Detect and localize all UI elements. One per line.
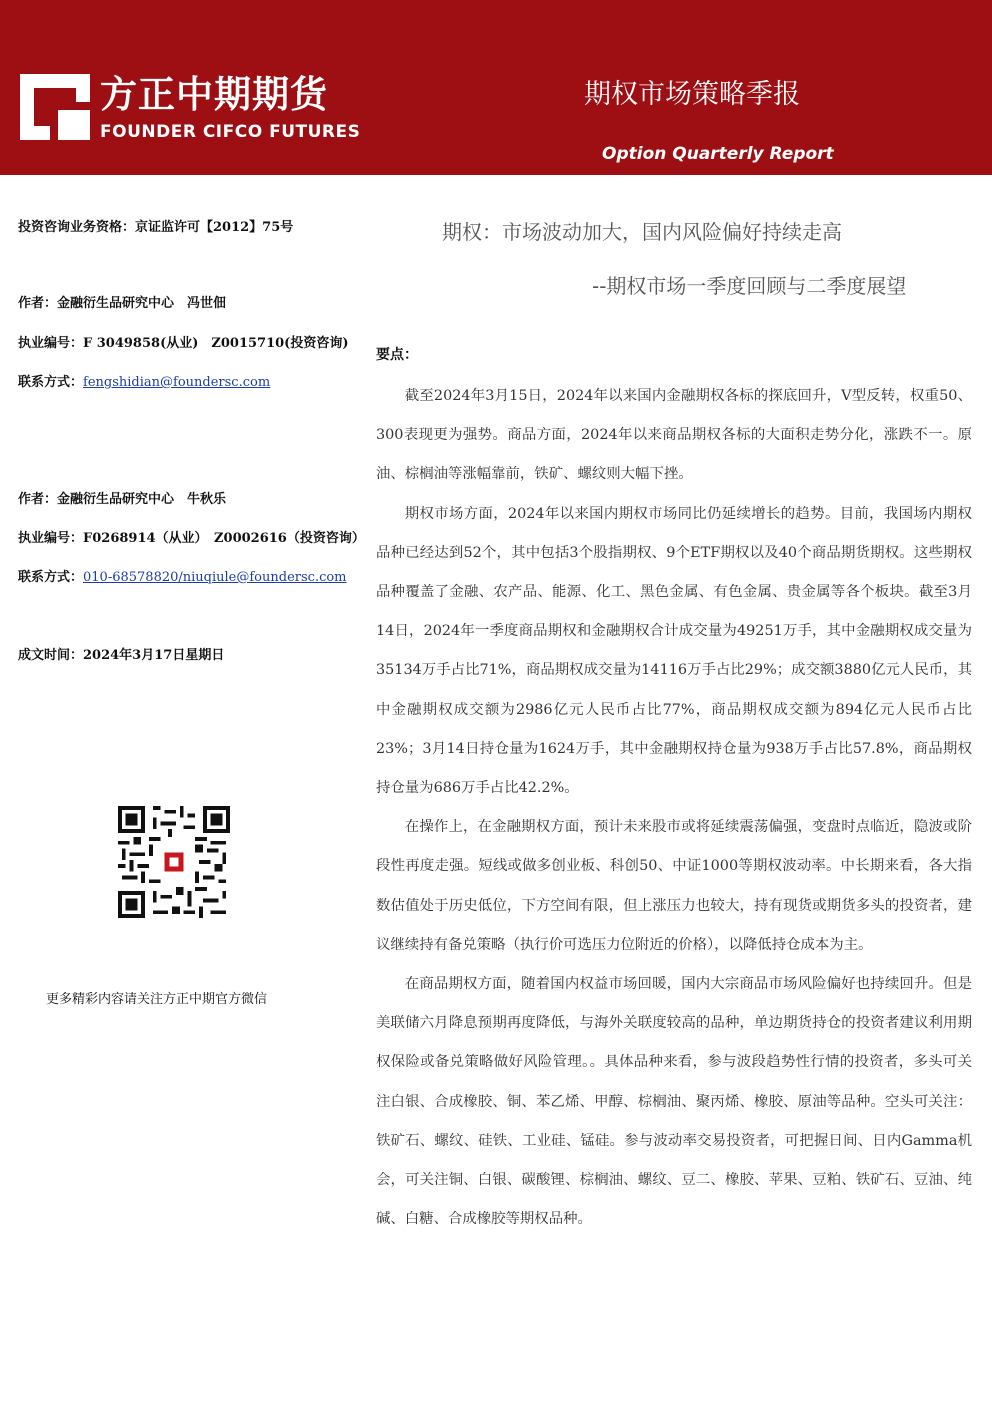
wechat-qr-code-icon[interactable] [118,806,230,918]
contact-label: 联系方式： [18,375,84,390]
author-1-name: 作者：金融衍生品研究中心 冯世佃 [18,296,227,311]
founder-logo-icon [20,74,90,140]
report-header [0,0,992,175]
author-2-name: 作者：金融衍生品研究中心 牛秋乐 [18,492,227,507]
paragraph-commodity-strategy: 在商品期权方面，随着国内权益市场回暖，国内大宗商品市场风险偏好也持续回升。但是美联储六月降息预期再度降低，与海外关联度较高的品种，单边期货持仓的投资者建议利用期权保险或备兑策略做好风险管理。。具体品种来看，参与波段趋势性行情的投资者，多头可关注白银、合成橡胶、铜、苯乙烯、甲醇、棕榈油、聚丙烯、橡胶、原油等品种。空头可关注：铁矿石、螺纹、硅铁、工业硅、锰硅。参与波动率交易投资者，可把握日间、日内Gamma机会，可关注铜、白银、碳酸锂、棕榈油、螺纹、豆二、橡胶、苹果、豆粕、铁矿石、豆油、纯碱、白糖、合成橡胶等期权品种。 [376,976,972,1228]
author-1-contact [18,371,270,390]
paragraph-summary: 截至2024年3月15日，2024年以来国内金融期权各标的探底回升，V型反转，权重50、300表现更为强势。商品方面，2024年以来商品期权各标的大面积走势分化，涨跌不一。原油、棕榈油等涨幅靠前，铁矿、螺纹则大幅下挫。 [376,388,972,483]
author-2-id: 执业编号：F0268914（从业） Z0002616（投资咨询） [18,531,365,546]
publish-date: 成文时间：2024年3月17日星期日 [18,648,225,663]
paragraph-financial-strategy: 在操作上，在金融期权方面，预计未来股市或将延续震荡偏强，变盘时点临近，隐波或阶段性再度走强。短线或做多创业板、科创50、中证1000等期权波动率。中长期来看，各大指数估值处于历史低位，下方空间有限，但上涨压力也较大，持有现货或期货多头的投资者，建议继续持有备兑策略（执行价可选压力位附近的价格），以降低持仓成本为主。 [376,819,972,953]
report-subtitle: Option Quarterly Report [602,144,834,164]
author-2-email-link[interactable]: 010-68578820/niuqiule@foundersc.com [83,570,347,585]
article-body [376,377,972,1239]
paragraph-market: 期权市场方面，2024年以来国内期权市场同比仍延续增长的趋势。目前，我国场内期权品种已经达到52个，其中包括3个股指期权、9个ETF期权以及40个商品期货期权。这些期权品种覆盖了金融、农产品、能源、化工、黑色金属、有色金属、贵金属等各个板块。截至3月14日，2024年一季度商品期权和金融期权合计成交量为49251万手，其中金融期权成交量为35134万手占比71%，商品期权成交量为14116万手占比29%；成交额3880亿元人民币，其中金融期权成交额为2986亿元人民币占比77%，商品期权成交额为894亿元人民币占比23%；3月14日持仓量为1624万手，其中金融期权持仓量为938万手占比57.8%，商品期权持仓量为686万手占比42.2%。 [376,505,972,797]
report-title: 期权市场策略季报 [584,79,800,110]
brand-name-cn: 方正中期期货 [100,73,328,116]
article-title: 期权：市场波动加大，国内风险偏好持续走高 [442,220,842,244]
author-2-contact [18,566,347,585]
article-subtitle: --期权市场一季度回顾与二季度展望 [592,274,907,298]
qr-caption: 更多精彩内容请关注方正中期官方微信 [46,992,268,1007]
contact-label: 联系方式： [18,570,84,585]
brand-name-en: FOUNDER CIFCO FUTURES [100,122,361,142]
key-points-label: 要点： [376,347,418,363]
license-info: 投资咨询业务资格：京证监许可【2012】75号 [18,220,294,235]
author-1-email-link[interactable]: fengshidian@foundersc.com [83,375,271,390]
author-1-id: 执业编号：F 3049858(从业) Z0015710(投资咨询) [18,336,349,351]
